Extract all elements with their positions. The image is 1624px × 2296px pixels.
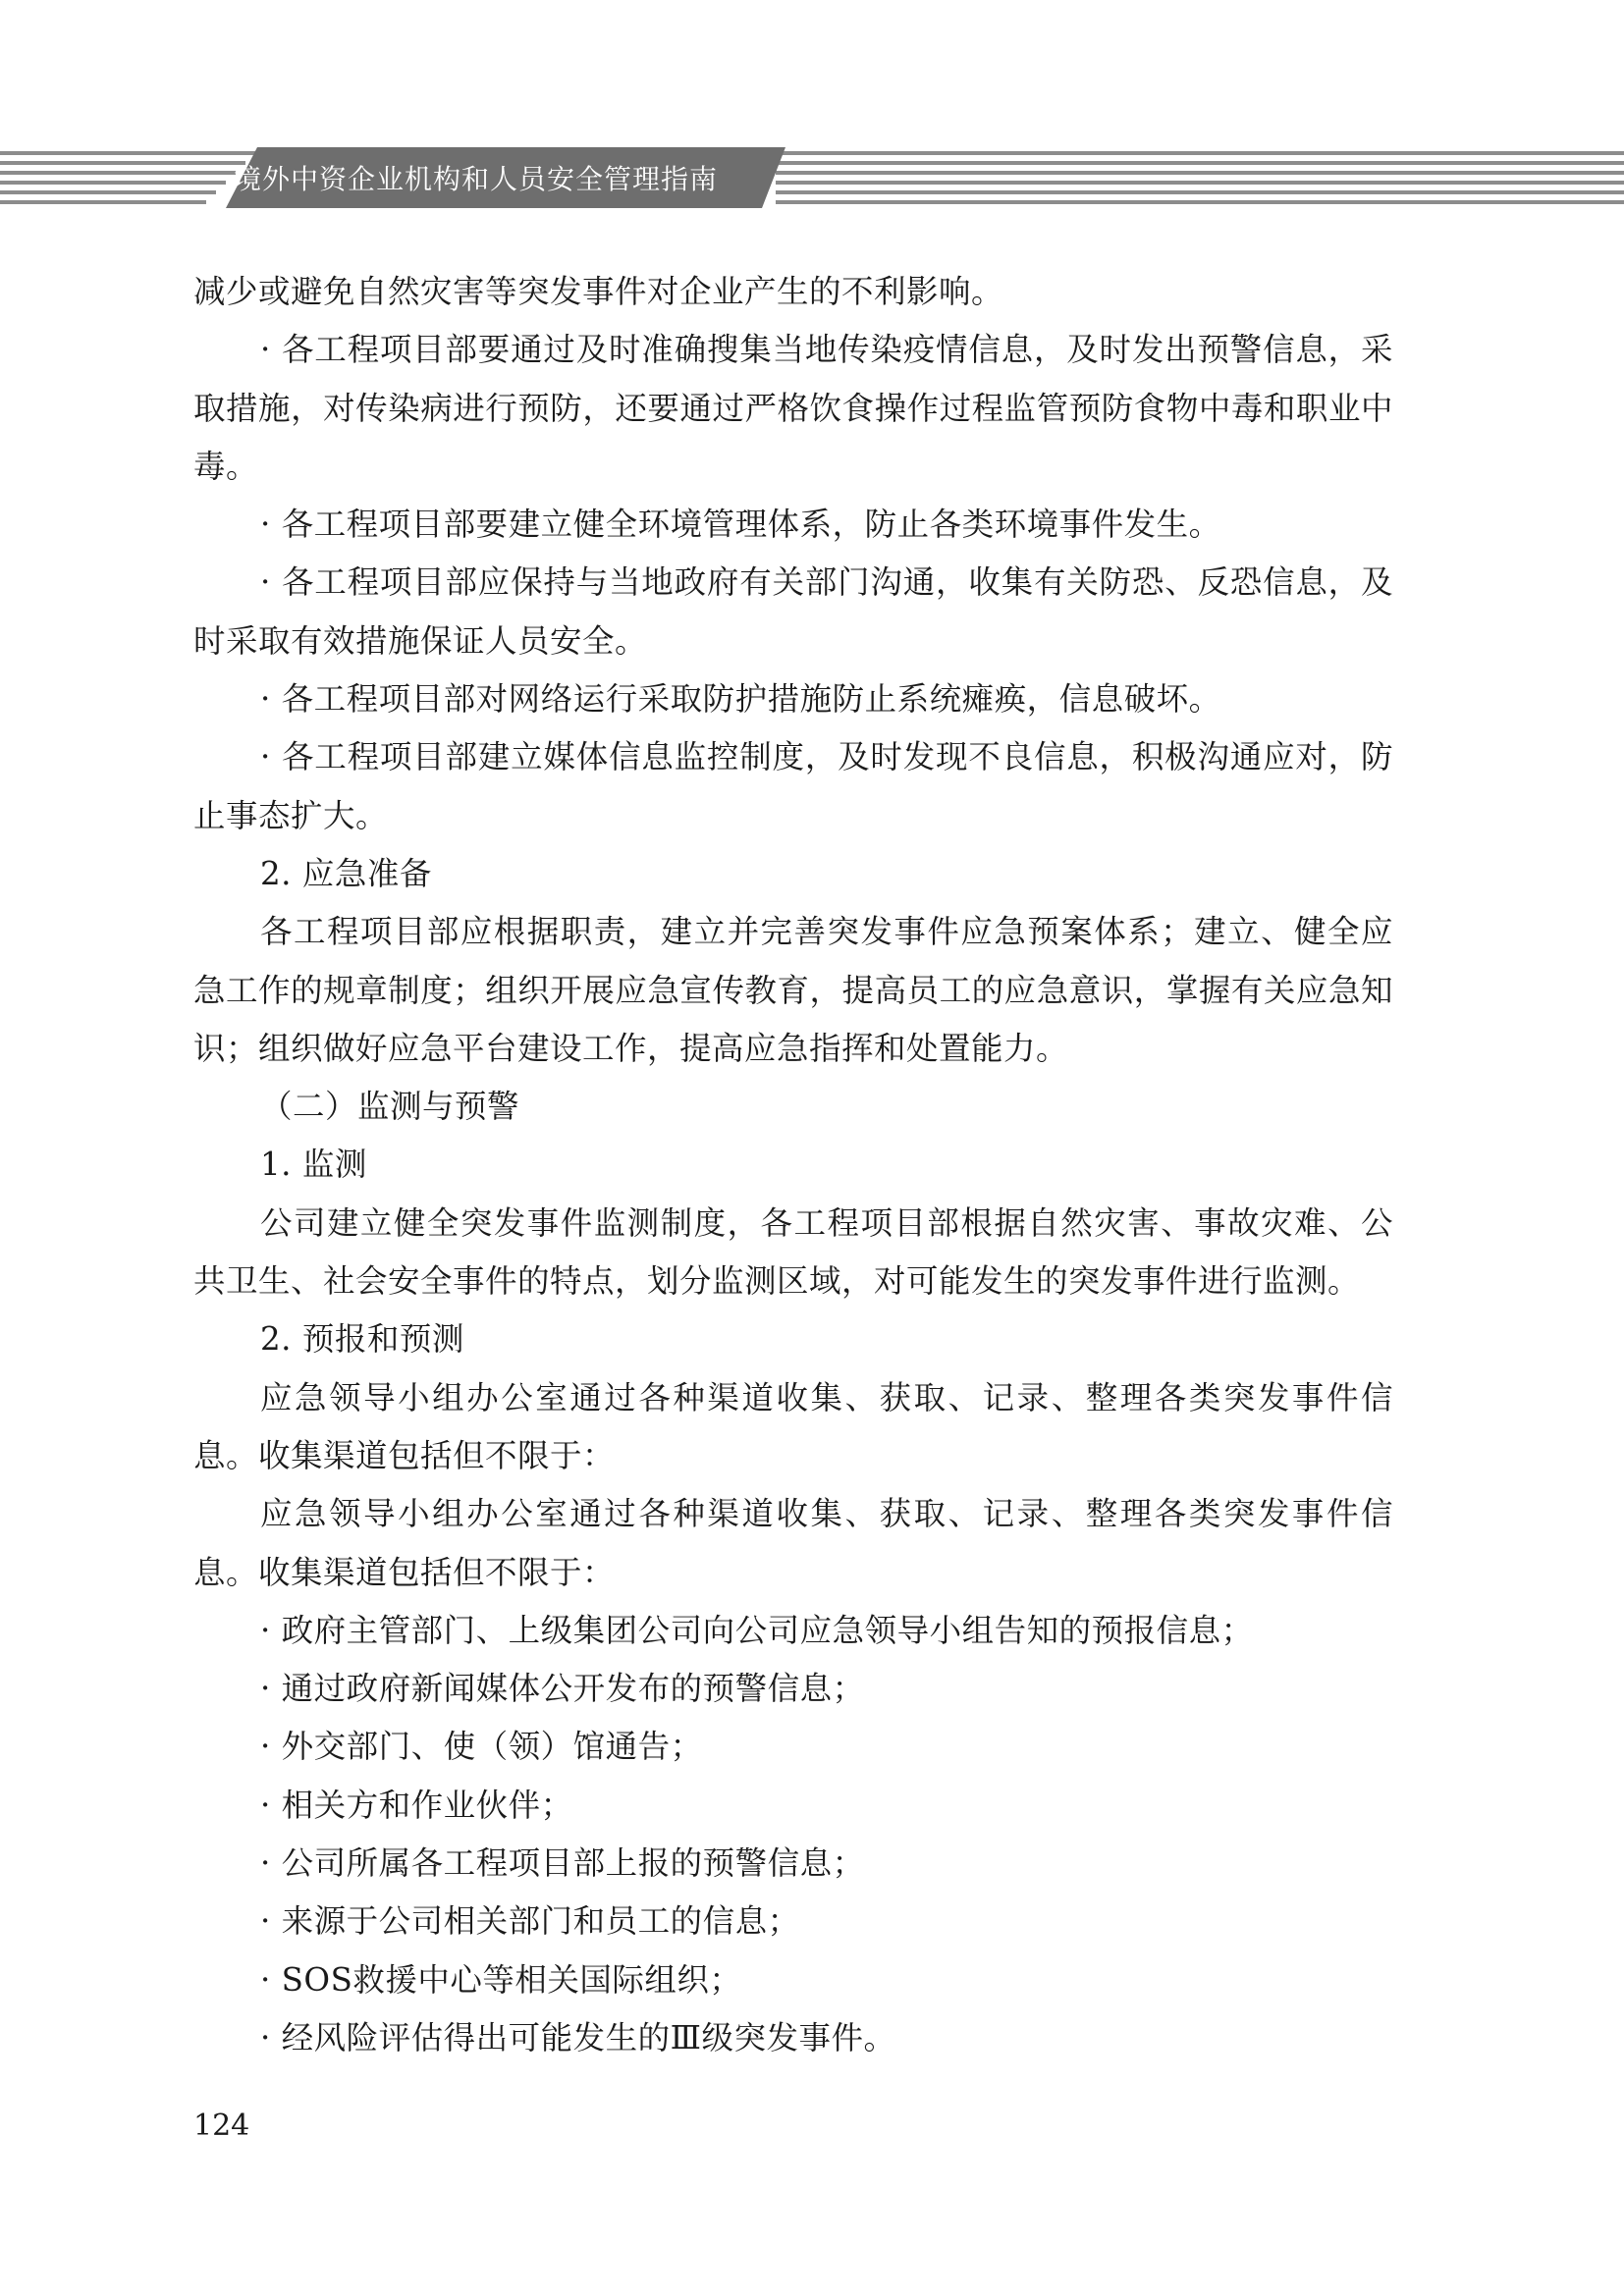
paragraph: · 各工程项目部建立媒体信息监控制度，及时发现不良信息，积极沟通应对，防止事态扩大。 — [193, 738, 1393, 834]
paragraph: · 政府主管部门、上级集团公司向公司应急领导小组告知的预报信息； — [260, 1611, 1254, 1649]
paragraph: 1. 监测 — [260, 1146, 367, 1184]
paragraph: · 经风险评估得出可能发生的Ⅲ级突发事件。 — [260, 2018, 896, 2056]
paragraph: 公司建立健全突发事件监测制度，各工程项目部根据自然灾害、事故灾难、公共卫生、社会安全事件的特点，划分监测区域，对可能发生的突发事件进行监测。 — [193, 1203, 1393, 1301]
paragraph: · 外交部门、使（领）馆通告； — [260, 1728, 703, 1766]
paragraph: · 各工程项目部应保持与当地政府有关部门沟通，收集有关防恐、反恐信息，及时采取有效措施保证人员安全。 — [193, 563, 1393, 660]
body-text — [193, 263, 1393, 2067]
paragraph: · 各工程项目部要建立健全环境管理体系，防止各类环境事件发生。 — [260, 506, 1221, 544]
paragraph: · 来源于公司相关部门和员工的信息； — [260, 1902, 800, 1941]
paragraph: 2. 预报和预测 — [260, 1320, 464, 1359]
paragraph: 减少或避免自然灾害等突发事件对企业产生的不利影响。 — [193, 273, 1004, 310]
paragraph: 应急领导小组办公室通过各种渠道收集、获取、记录、整理各类突发事件信息。收集渠道包括但不限于： — [193, 1378, 1393, 1474]
paragraph: · 各工程项目部对网络运行采取防护措施防止系统瘫痪，信息破坏。 — [260, 680, 1221, 719]
paragraph: （二）监测与预警 — [260, 1088, 520, 1126]
page-number: 124 — [193, 2109, 250, 2143]
paragraph: 应急领导小组办公室通过各种渠道收集、获取、记录、整理各类突发事件信息。收集渠道包括但不限于： — [193, 1495, 1393, 1591]
header-title: 境外中资企业机构和人员安全管理指南 — [234, 163, 719, 195]
paragraph: · 公司所属各工程项目部上报的预警信息； — [260, 1844, 865, 1883]
running-header — [0, 147, 1624, 208]
paragraph: 各工程项目部应根据职责，建立并完善突发事件应急预案体系；建立、健全应急工作的规章制度；组织开展应急宣传教育，提高员工的应急意识，掌握有关应急知识；组织做好应急平台建设工作，提高应急指挥和处置能力。 — [193, 913, 1393, 1067]
paragraph: 2. 应急准备 — [260, 854, 432, 892]
paragraph: · 通过政府新闻媒体公开发布的预警信息； — [260, 1670, 865, 1708]
paragraph: · 各工程项目部要通过及时准确搜集当地传染疫情信息，及时发出预警信息，采取措施，对传染病进行预防，还要通过严格饮食操作过程监管预防食物中毒和职业中毒。 — [193, 331, 1393, 485]
paragraph: · 相关方和作业伙伴； — [260, 1786, 573, 1824]
paragraph: · SOS救援中心等相关国际组织； — [260, 1960, 742, 1999]
